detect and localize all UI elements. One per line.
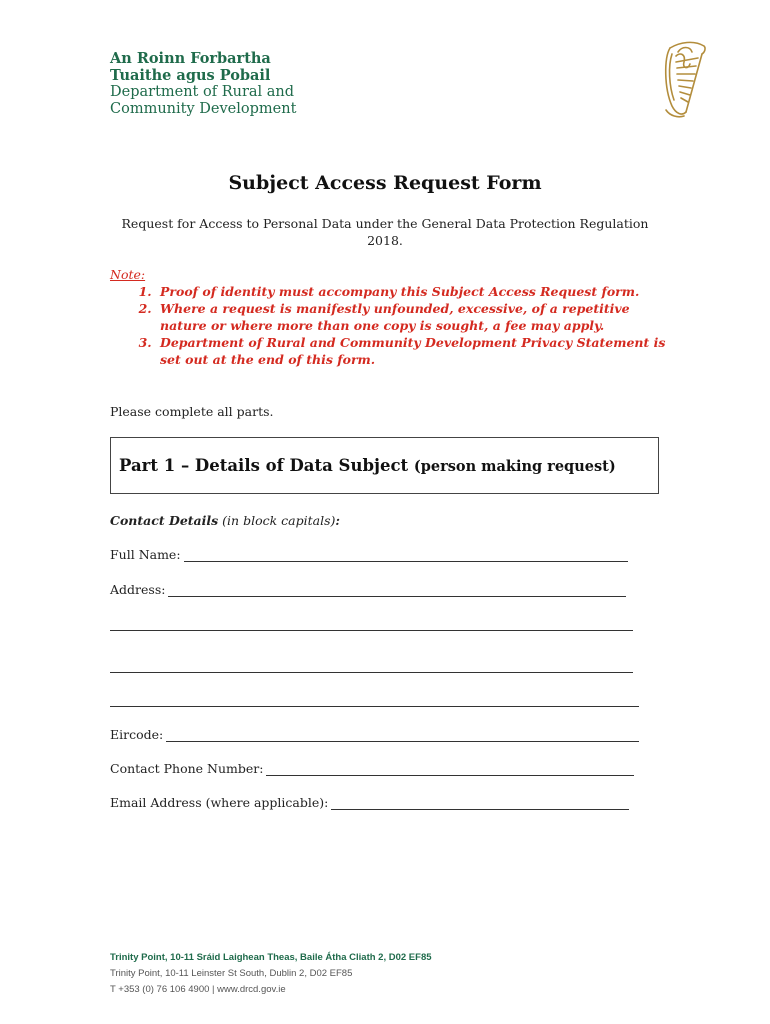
instruction-text: Please complete all parts. (110, 404, 274, 419)
full-name-label: Full Name: (110, 547, 181, 562)
full-name-input-line[interactable] (184, 549, 628, 562)
dept-english-line-1: Department of Rural and (110, 84, 295, 100)
dept-english-line-2: Community Development (110, 101, 297, 117)
footer (110, 950, 432, 998)
contact-details-hint: (in block capitals) (222, 513, 336, 528)
note-label: Note: (110, 267, 146, 282)
part-1-title-main: Part 1 – Details of Data Subject (119, 456, 409, 475)
eircode-label: Eircode: (110, 727, 164, 742)
part-1-title (119, 456, 616, 475)
full-name-field[interactable] (110, 547, 628, 562)
phone-field[interactable] (110, 761, 634, 776)
page-subtitle: Request for Access to Personal Data under the General Data Protection Regulation 2018. (121, 216, 649, 248)
eircode-input-line[interactable] (166, 729, 639, 742)
dept-irish-line-2: Tuaithe agus Pobail (110, 67, 271, 84)
eircode-field[interactable] (110, 727, 639, 742)
part-1-title-sub: (person making request) (413, 458, 616, 475)
address-input-line-2[interactable] (110, 630, 633, 631)
email-field[interactable] (110, 795, 629, 810)
note-item: 3. Department of Rural and Community Development Privacy Statement is set out at the end of this form. (156, 334, 670, 368)
footer-contact: T +353 (0) 76 106 4900 | www.drcd.gov.ie (110, 984, 286, 995)
footer-address-english: Trinity Point, 10-11 Leinster St South, Dublin 2, D02 EF85 (110, 968, 353, 979)
page-title: Subject Access Request Form (228, 172, 542, 194)
address-input-line-1[interactable] (168, 584, 626, 597)
address-input-line-4[interactable] (110, 706, 639, 707)
part-1-header-box (110, 437, 659, 494)
email-label: Email Address (where applicable): (110, 795, 329, 810)
dept-irish-line-1: An Roinn Forbartha (110, 50, 271, 67)
footer-address-irish: Trinity Point, 10-11 Sráid Laighean Theas, Baile Átha Cliath 2, D02 EF85 (110, 952, 432, 963)
note-item: 1. Proof of identity must accompany this Subject Access Request form. (156, 283, 670, 300)
note-item: 2. Where a request is manifestly unfounded, excessive, of a repetitive nature or where more than one copy is sought, a fee may apply. (156, 300, 670, 334)
phone-label: Contact Phone Number: (110, 761, 264, 776)
note-section (110, 266, 670, 368)
contact-details-colon: : (335, 513, 340, 528)
harp-crest-icon (660, 36, 710, 120)
phone-input-line[interactable] (266, 763, 634, 776)
contact-details-label: Contact Details (110, 513, 219, 528)
email-input-line[interactable] (331, 797, 629, 810)
note-list (110, 283, 670, 368)
address-label: Address: (110, 582, 166, 597)
address-field[interactable] (110, 582, 626, 597)
address-input-line-3[interactable] (110, 672, 633, 673)
department-name-block (110, 50, 296, 118)
contact-details-heading (110, 513, 340, 528)
